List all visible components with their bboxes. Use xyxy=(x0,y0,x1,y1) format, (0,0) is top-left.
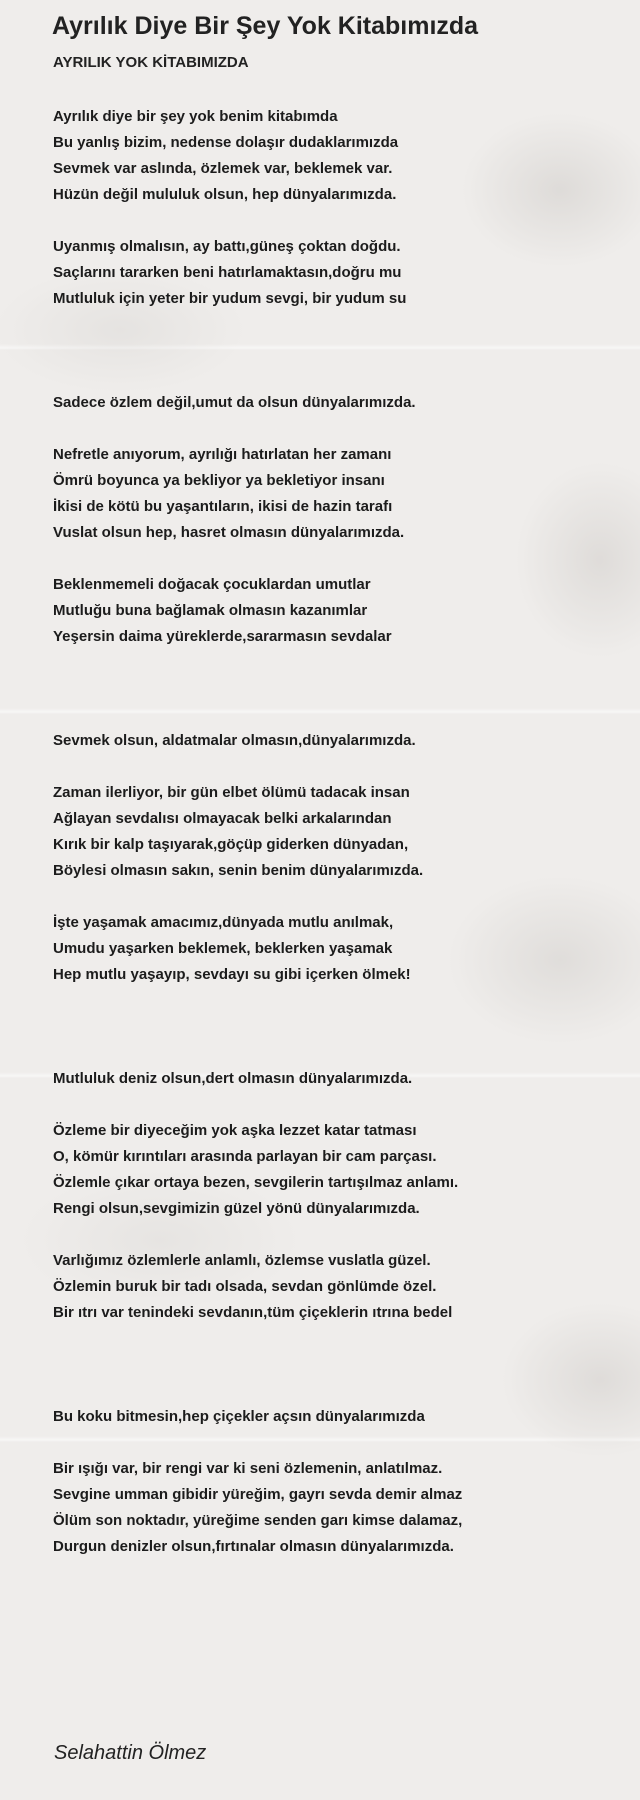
poem-line: Kırık bir kalp taşıyarak,göçüp giderken dünyadan, xyxy=(53,836,409,853)
poem-title: Ayrılık Diye Bir Şey Yok Kitabımızda xyxy=(52,12,479,40)
poem-line: Mutluğu buna bağlamak olmasın kazanımlar xyxy=(53,602,368,619)
poem-line: Nefretle anıyorum, ayrılığı hatırlatan her zamanı xyxy=(53,446,392,463)
stanza xyxy=(53,104,613,208)
poem-line: İkisi de kötü bu yaşantıların, ikisi de hazin tarafı xyxy=(53,498,393,515)
poem-line: Bir ıtrı var tenindeki sevdanın,tüm çiçeklerin ıtrına bedel xyxy=(53,1304,453,1321)
poem-subtitle: AYRILIK YOK KİTABIMIZDA xyxy=(53,54,249,71)
poem-line: Böylesi olmasın sakın, senin benim dünyalarımızda. xyxy=(53,862,424,879)
poem-body xyxy=(53,104,613,1560)
poem-line: Mutluluk deniz olsun,dert olmasın dünyalarımızda. xyxy=(53,1070,413,1087)
stanza xyxy=(53,390,613,416)
poem-line: Saçlarını tararken beni hatırlamaktasın,doğru mu xyxy=(53,264,402,281)
poem-line: Sevgine umman gibidir yüreğim, gayrı sevda demir almaz xyxy=(53,1486,463,1503)
poem-line: Varlığımız özlemlerle anlamlı, özlemse vuslatla güzel. xyxy=(53,1252,431,1269)
stanza xyxy=(53,728,613,754)
stanza xyxy=(53,1118,613,1222)
poem-line: Sadece özlem değil,umut da olsun dünyalarımızda. xyxy=(53,394,416,411)
poem-line: Beklenmemeli doğacak çocuklardan umutlar xyxy=(53,576,371,593)
poem-line: Umudu yaşarken beklemek, beklerken yaşamak xyxy=(53,940,393,957)
poem-line: Mutluluk için yeter bir yudum sevgi, bir yudum su xyxy=(53,290,407,307)
poem-line: Rengi olsun,sevgimizin güzel yönü dünyalarımızda. xyxy=(53,1200,420,1217)
poem-line: Uyanmış olmalısın, ay battı,güneş çoktan doğdu. xyxy=(53,238,401,255)
stanza xyxy=(53,1404,613,1430)
poem-line: O, kömür kırıntıları arasında parlayan bir cam parçası. xyxy=(53,1148,437,1165)
stanza xyxy=(53,910,613,988)
poem-line: Ömrü boyunca ya bekliyor ya bekletiyor insanı xyxy=(53,472,385,489)
poem-line: Hüzün değil mululuk olsun, hep dünyalarımızda. xyxy=(53,186,397,203)
poem-line: İşte yaşamak amacımız,dünyada mutlu anılmak, xyxy=(53,914,394,931)
poem-line: Vuslat olsun hep, hasret olmasın dünyalarımızda. xyxy=(53,524,405,541)
poem-line: Ölüm son noktadır, yüreğime senden garı kimse dalamaz, xyxy=(53,1512,463,1529)
poem-line: Özlemin buruk bir tadı olsada, sevdan gönlümde özel. xyxy=(53,1278,437,1295)
poem-author: Selahattin Ölmez xyxy=(54,1742,207,1764)
poem-line: Bu koku bitmesin,hep çiçekler açsın dünyalarımızda xyxy=(53,1408,425,1425)
stanza xyxy=(53,1248,613,1326)
poem-line: Durgun denizler olsun,fırtınalar olmasın dünyalarımızda. xyxy=(53,1538,454,1555)
poem-line: Zaman ilerliyor, bir gün elbet ölümü tadacak insan xyxy=(53,784,410,801)
poem-line: Yeşersin daima yüreklerde,sararmasın sevdalar xyxy=(53,628,392,645)
stanza xyxy=(53,572,613,650)
poem-line: Sevmek var aslında, özlemek var, beklemek var. xyxy=(53,160,393,177)
poem-line: Özleme bir diyeceğim yok aşka lezzet katar tatması xyxy=(53,1122,417,1139)
poem-line: Bir ışığı var, bir rengi var ki seni özlemenin, anlatılmaz. xyxy=(53,1460,443,1477)
stanza xyxy=(53,234,613,312)
stanza xyxy=(53,442,613,546)
poem-line: Sevmek olsun, aldatmalar olmasın,dünyalarımızda. xyxy=(53,732,416,749)
stanza xyxy=(53,780,613,884)
poem-line: Ayrılık diye bir şey yok benim kitabımda xyxy=(53,108,338,125)
stanza xyxy=(53,1456,613,1560)
poem-line: Ağlayan sevdalısı olmayacak belki arkalarından xyxy=(53,810,392,827)
poem-line: Hep mutlu yaşayıp, sevdayı su gibi içerken ölmek! xyxy=(53,966,411,983)
stanza xyxy=(53,1066,613,1092)
poem-line: Bu yanlış bizim, nedense dolaşır dudaklarımızda xyxy=(53,134,399,151)
poem-line: Özlemle çıkar ortaya bezen, sevgilerin tartışılmaz anlamı. xyxy=(53,1174,459,1191)
